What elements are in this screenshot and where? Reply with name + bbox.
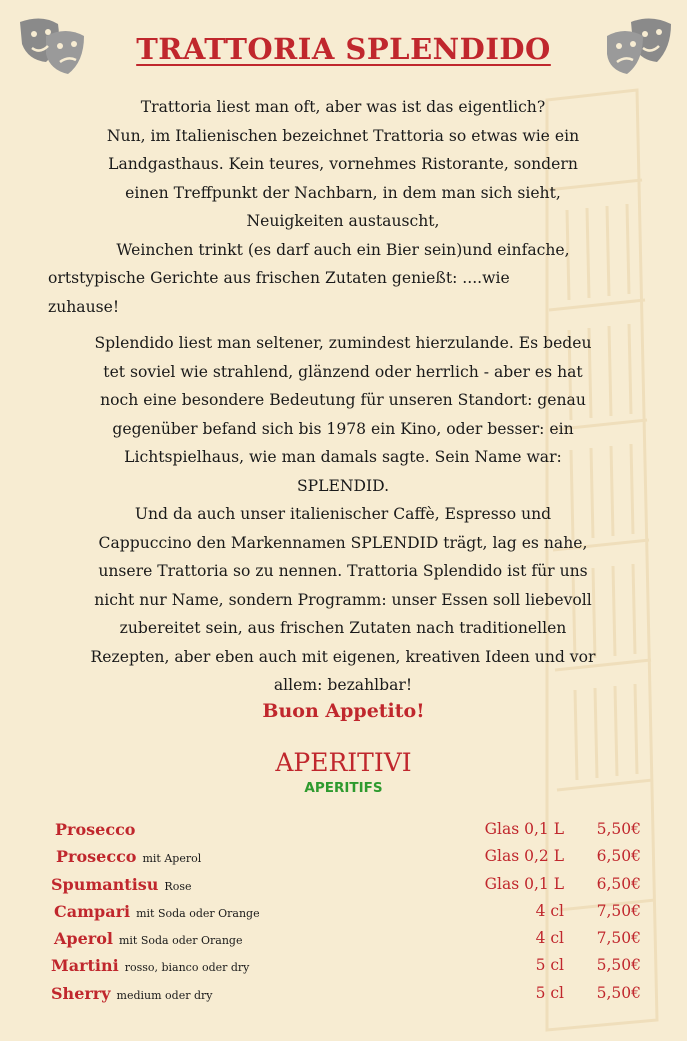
menu-item-name: Spumantisu Rose <box>51 874 192 894</box>
intro-line: Und da auch unser italienischer Caffè, Espresso und <box>134 505 552 523</box>
intro-line: Lichtspielhaus, wie man damals sagte. Sein Name war: <box>124 448 562 466</box>
menu-item-price: 5,50€ <box>596 983 641 1002</box>
menu-item-price: 7,50€ <box>596 929 641 948</box>
intro-line: Nun, im Italienischen bezeichnet Trattoria so etwas wie ein <box>106 126 580 145</box>
menu-item-quantity: 4 cl <box>535 929 564 948</box>
intro-line: tet soviel wie strahlend, glänzend oder herrlich - aber es hat <box>103 362 583 381</box>
menu-item-name: Aperol mit Soda oder Orange <box>54 929 243 949</box>
menu-item-quantity: 5 cl <box>535 956 564 975</box>
menu-item <box>0 927 687 954</box>
intro-line: gegenüber befand sich bis 1978 ein Kino, oder besser: ein <box>112 419 574 438</box>
intro-line: Cappuccino den Markennamen SPLENDID trägt, lag es nahe, <box>98 533 588 552</box>
menu-item-name: Sherry medium oder dry <box>51 983 213 1003</box>
menu-item-price: 5,50€ <box>596 820 641 838</box>
intro-line: einen Treffpunkt der Nachbarn, in dem man sich sieht, <box>125 183 561 202</box>
menu-item <box>0 982 687 1009</box>
section-subtitle: APERITIFS <box>304 780 383 796</box>
menu-item-quantity: 5 cl <box>535 983 564 1002</box>
intro-line: noch eine besondere Bedeutung für unseren Standort: genau <box>100 391 586 409</box>
menu-item-quantity: Glas 0,1 L <box>484 874 564 893</box>
intro-line: Weinchen trinkt (es darf auch ein Bier sein)und einfache, <box>116 240 570 259</box>
menu-item <box>0 954 687 981</box>
intro-line: Rezepten, aber eben auch mit eigenen, kreativen Ideen und vor <box>90 647 596 666</box>
intro-line: SPLENDID. <box>296 476 390 495</box>
menu-list <box>0 818 687 1009</box>
menu-item <box>0 873 687 900</box>
menu-item-quantity: Glas 0,2 L <box>484 847 564 866</box>
menu-item-price: 7,50€ <box>596 901 641 920</box>
intro-line: zubereitet sein, aus frischen Zutaten nach traditionellen <box>119 619 567 637</box>
menu-item-quantity: Glas 0,1 L <box>484 820 564 838</box>
intro-line: zuhause! <box>48 297 120 316</box>
intro-line: Splendido liest man seltener, zumindest hierzulande. Es bedeu <box>94 334 592 352</box>
section-title: APERITIVI <box>275 748 412 777</box>
menu-item-quantity: 4 cl <box>535 901 564 920</box>
intro-line: ortstypische Gerichte aus frischen Zutaten genießt: ....wie <box>48 269 510 287</box>
intro-line: nicht nur Name, sondern Programm: unser Essen soll liebevoll <box>94 590 592 609</box>
intro-line: Landgasthaus. Kein teures, vornehmes Ristorante, sondern <box>108 155 578 173</box>
closing-greeting: Buon Appetito! <box>262 700 425 722</box>
menu-item-name: Prosecco mit Aperol <box>56 847 202 867</box>
intro-line: Neuigkeiten austauscht, <box>246 212 440 230</box>
menu-item-price: 5,50€ <box>596 956 641 975</box>
intro-line: allem: bezahlbar! <box>273 676 413 694</box>
intro-line: Trattoria liest man oft, aber was ist das eigentlich? <box>140 98 546 116</box>
page-title: TRATTORIA SPLENDIDO <box>136 32 551 66</box>
menu-item <box>0 818 687 845</box>
menu-item <box>0 845 687 872</box>
menu-item-price: 6,50€ <box>596 847 641 866</box>
intro-text <box>48 93 638 700</box>
menu-item-price: 6,50€ <box>596 874 641 893</box>
menu-item-name: Prosecco <box>55 820 136 839</box>
intro-line: unsere Trattoria so zu nennen. Trattoria Splendido ist für uns <box>98 562 588 580</box>
menu-item-name: Campari mit Soda oder Orange <box>54 901 260 921</box>
menu-item-name: Martini rosso, bianco oder dry <box>51 956 250 976</box>
menu-item <box>0 900 687 927</box>
